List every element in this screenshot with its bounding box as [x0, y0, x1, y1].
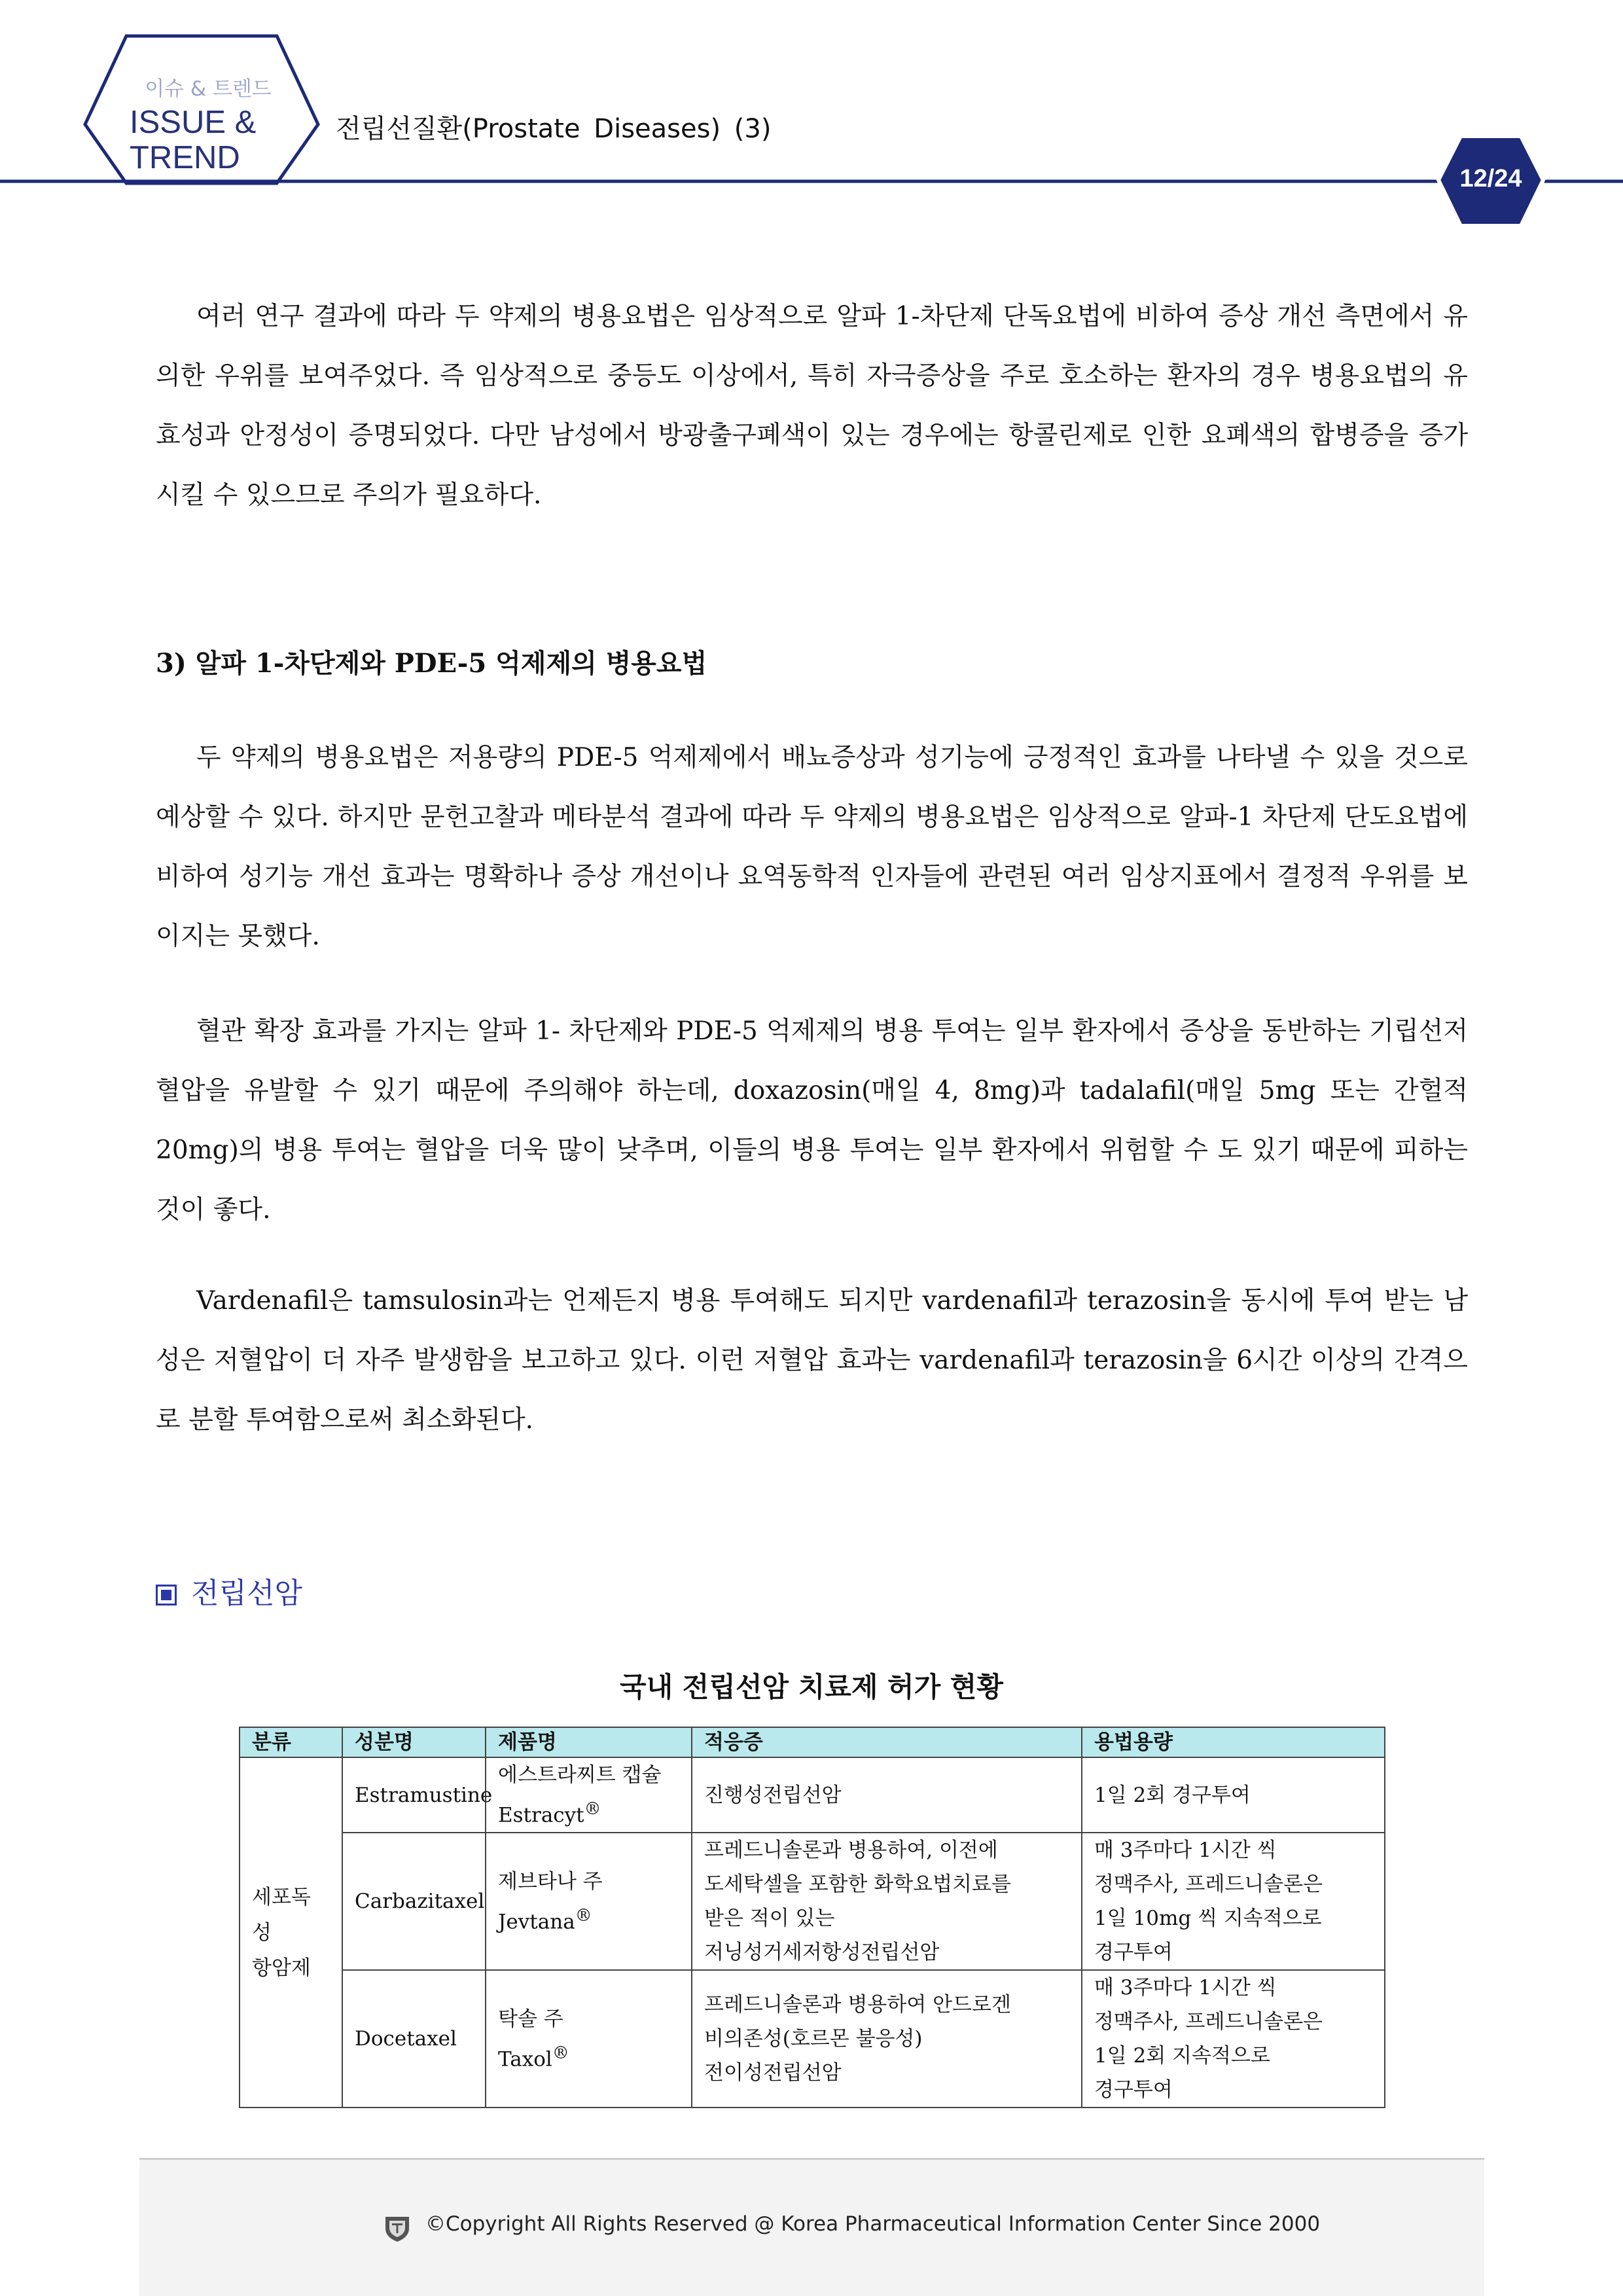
product-name-en: Estracyt® [498, 1799, 601, 1827]
indication-line: 프레드니솔론과 병용하여, 이전에 [704, 1839, 998, 1863]
dosage-line: 매 3주마다 1시간 씩 [1094, 1839, 1277, 1863]
registered-mark: ® [584, 1799, 601, 1819]
table-row [240, 1833, 1385, 1970]
registered-mark: ® [552, 2043, 569, 2063]
dosage-cell [1082, 1757, 1385, 1833]
header-product: 제품명 [486, 1727, 692, 1757]
product-name-kr: 제브타나 주 [498, 1869, 603, 1893]
document-title: 전립선질환(Prostate Diseases) (3) [336, 114, 772, 144]
issue-badge-line1: ISSUE & [130, 105, 257, 140]
indication-line: 비의존성(호르몬 불응성) [704, 2027, 923, 2051]
section-heading-prostate-cancer [156, 1570, 302, 1611]
header-indication: 적응증 [692, 1727, 1082, 1757]
table-title: 국내 전립선암 치료제 허가 현황 [620, 1671, 1003, 1703]
issue-badge-line2: TREND [130, 140, 240, 175]
kpic-shield-icon [383, 2214, 412, 2243]
product-cell [486, 1970, 692, 2108]
paragraph-vardenafil: Vardenafil은 tamsulosin과는 언제든지 병용 투여해도 되지만 vardenafil과 terazosin을 동시에 투여 받는 남성은 저혈압이 더 자주 발생함을 보고하고 있다. 이런 저혈압 효과는 vardenafil과 terazosin을 6시간 이상의 간격으로 분할 투여함으로써 최소화된다. [156, 1286, 1468, 1435]
category-cell [240, 1757, 342, 2108]
dosage-line: 경구투여 [1094, 2078, 1173, 2102]
subheading-alpha-pde5: 3) 알파 1-차단제와 PDE-5 억제제의 병용요법 [156, 648, 707, 679]
indication-cell [692, 1970, 1082, 2108]
dosage-line: 1일 2회 경구투여 [1094, 1783, 1251, 1807]
page-number: 12/24 [1459, 165, 1522, 192]
dosage-line: 경구투여 [1094, 1941, 1173, 1965]
product-name-en: Taxol® [498, 2043, 569, 2071]
dosage-line: 정맥주사, 프레드니솔론은 [1094, 1873, 1323, 1897]
product-cell [486, 1833, 692, 1970]
ingredient-cell: Estramustine [342, 1757, 486, 1833]
drug-approval-table [239, 1727, 1385, 2108]
indication-line: 프레드니솔론과 병용하여 안드로겐 [704, 1993, 1011, 2017]
dosage-cell [1082, 1970, 1385, 2108]
dosage-line: 매 3주마다 1시간 씩 [1094, 1976, 1277, 2000]
paragraph-hypotension-caution: 혈관 확장 효과를 가지는 알파 1- 차단제와 PDE-5 억제제의 병용 투여는 일부 환자에서 증상을 동반하는 기립선저혈압을 유발할 수 있기 때문에 주의해야 하는데, doxazosin(매일 4, 8mg)과 tadalafil(매일 5mg 또는 간헐적 20mg)의 병용 투여는 혈압을 더욱 많이 낮추며, 이들의 병용 투여는 일부 환자에서 위험할 수 도 있기 때문에 피하는 것이 좋다. [156, 1016, 1468, 1225]
dosage-cell [1082, 1833, 1385, 1970]
table-row [240, 1970, 1385, 2108]
header-category: 분류 [240, 1727, 342, 1757]
header-dosage: 용법용량 [1082, 1727, 1385, 1757]
ingredient-cell: Carbazitaxel [342, 1833, 486, 1970]
footer-copyright: ©Copyright All Rights Reserved @ Korea Pharmaceutical Information Center Since 2000 [425, 2212, 1321, 2236]
dosage-line: 1일 2회 지속적으로 [1094, 2044, 1270, 2068]
indication-line: 전이성전립선암 [704, 2061, 842, 2085]
registered-mark: ® [575, 1905, 592, 1926]
paragraph-combination-therapy: 여러 연구 결과에 따라 두 약제의 병용요법은 임상적으로 알파 1-차단제 단독요법에 비하여 증상 개선 측면에서 유의한 우위를 보여주었다. 즉 임상적으로 중등도 이상에서, 특히 자극증상을 주로 호소하는 환자의 경우 병용요법의 유효성과 안정성이 증명되었다. 다만 남성에서 방광출구폐색이 있는 경우에는 항콜린제로 인한 요폐색의 합병증을 증가시킬 수 있으므로 주의가 필요하다. [156, 302, 1468, 510]
product-name-kr: 탁솔 주 [498, 2007, 563, 2031]
issue-badge-english [130, 105, 256, 175]
indication-line: 진행성전립선암 [704, 1783, 842, 1807]
product-name-en: Jevtana® [498, 1905, 592, 1933]
indication-line: 받은 적이 있는 [704, 1907, 835, 1931]
category-line: 세포독성 [252, 1885, 311, 1945]
category-line: 항암제 [252, 1956, 311, 1980]
table-header-row [240, 1727, 1385, 1757]
table-row [240, 1757, 1385, 1833]
section-title: 전립선암 [191, 1577, 303, 1610]
ingredient-cell: Docetaxel [342, 1970, 486, 2108]
dosage-line: 1일 10mg 씩 지속적으로 [1094, 1907, 1322, 1931]
indication-line: 저닝성거세저항성전립선암 [704, 1941, 940, 1965]
header-ingredient: 성분명 [342, 1727, 486, 1757]
product-cell [486, 1757, 692, 1833]
page-header [0, 0, 1623, 236]
indication-line: 도세탁셀을 포함한 화학요법치료를 [704, 1873, 1011, 1897]
indication-cell [692, 1833, 1082, 1970]
paragraph-pde5-benefit: 두 약제의 병용요법은 저용량의 PDE-5 억제제에서 배뇨증상과 성기능에 긍정적인 효과를 나타낼 수 있을 것으로 예상할 수 있다. 하지만 문헌고찰과 메타분석 결과에 따라 두 약제의 병용요법은 임상적으로 알파-1 차단제 단도요법에 비하여 성기능 개선 효과는 명확하나 증상 개선이나 요역동학적 인자들에 관련된 여러 임상지표에서 결정적 우위를 보이지는 못했다. [156, 743, 1468, 951]
dosage-line: 정맥주사, 프레드니솔론은 [1094, 2010, 1323, 2034]
product-name-kr: 에스트라찌트 캡슐 [498, 1763, 662, 1787]
indication-cell [692, 1757, 1082, 1833]
issue-badge-korean: 이슈 & 트렌드 [145, 77, 272, 101]
section-square-icon [156, 1585, 177, 1605]
